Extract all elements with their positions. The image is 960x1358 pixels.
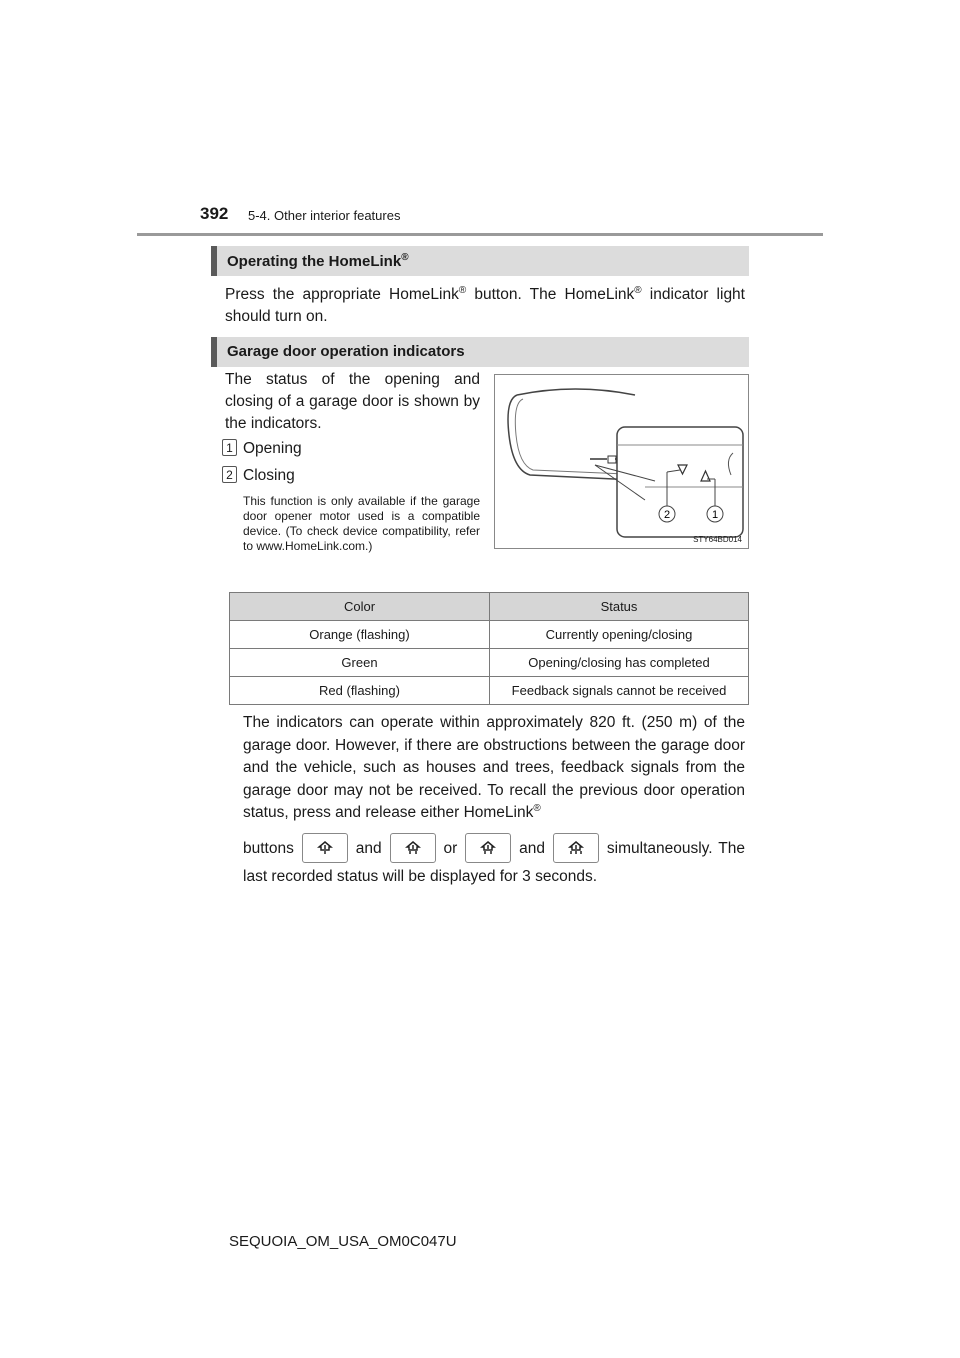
item-label-closing: Closing: [243, 467, 295, 484]
table-cell-status: Currently opening/closing: [490, 621, 749, 649]
item-number-badge: 2: [222, 466, 237, 483]
table-cell-color: Red (flashing): [230, 677, 490, 705]
word-and: and: [355, 839, 382, 857]
registered-mark: ®: [401, 252, 409, 263]
homelink-button-2-icon: [390, 833, 436, 863]
operating-text-b: button. The HomeLink: [466, 286, 635, 303]
table-row: [230, 621, 749, 649]
indicators-intro: The status of the opening and closing of a garage door is shown by the indicators.: [225, 371, 480, 432]
operating-text-a: Press the appropriate HomeLink: [225, 286, 459, 303]
range-text-b-start: simultaneously.: [606, 839, 713, 857]
word-or: or: [443, 839, 458, 857]
document-code: SEQUOIA_OM_USA_OM0C047U: [229, 1233, 457, 1250]
homelink-button-3-icon: [553, 833, 599, 863]
operating-heading: [211, 246, 749, 276]
figure-code: STY64BD014: [693, 535, 742, 544]
indicator-status-table: [229, 592, 749, 705]
indicators-heading: [211, 337, 749, 367]
column-header-status: Status: [490, 593, 749, 621]
mirror-illustration: [494, 374, 749, 549]
registered-mark: ®: [634, 284, 642, 296]
table-row: [230, 677, 749, 705]
callout-1: 1: [711, 509, 719, 521]
registered-mark: ®: [458, 284, 467, 296]
operating-paragraph: [225, 284, 745, 328]
operating-text-c: indicator light should turn on.: [225, 286, 745, 325]
table-cell-color: Orange (flashing): [230, 621, 490, 649]
word-buttons: buttons: [243, 839, 294, 857]
button-line: [243, 833, 745, 865]
indicators-heading-text: Garage door operation indicators: [227, 343, 465, 360]
page-number: 392: [200, 204, 229, 223]
table-row: [230, 649, 749, 677]
word-and: and: [519, 839, 546, 857]
compatibility-note: This function is only available if the garage door opener motor used is a compatible device. (To check device compatibility, refer to www.HomeLink.com.): [243, 494, 480, 553]
range-text-b-the: The: [718, 839, 745, 857]
homelink-button-2-icon: [465, 833, 511, 863]
item-label-opening: Opening: [243, 440, 302, 457]
column-header-color: Color: [230, 593, 490, 621]
item-number-badge: 1: [222, 439, 237, 456]
homelink-button-1-icon: [302, 833, 348, 863]
callout-2: 2: [663, 509, 671, 521]
table-cell-status: Feedback signals cannot be received: [490, 677, 749, 705]
range-paragraph: [243, 712, 745, 889]
section-title: 5-4. Other interior features: [248, 208, 401, 223]
range-text-a: The indicators can operate within approximately 820 ft. (250 m) of the garage door. However, if there are obstructions between the garage door and the vehicle, such as houses and trees, feedback signals from the garage door may not be received. To recall the previous door operation status, press and release either HomeLink: [243, 714, 745, 821]
mirror-drawing: [495, 375, 748, 548]
header-divider: [137, 233, 823, 236]
table-header-row: [230, 593, 749, 621]
table-cell-color: Green: [230, 649, 490, 677]
operating-heading-text: Operating the HomeLink: [227, 253, 402, 270]
range-text-b: last recorded status will be displayed for 3 seconds.: [243, 867, 598, 885]
table-cell-status: Opening/closing has completed: [490, 649, 749, 677]
registered-mark: ®: [533, 802, 541, 814]
